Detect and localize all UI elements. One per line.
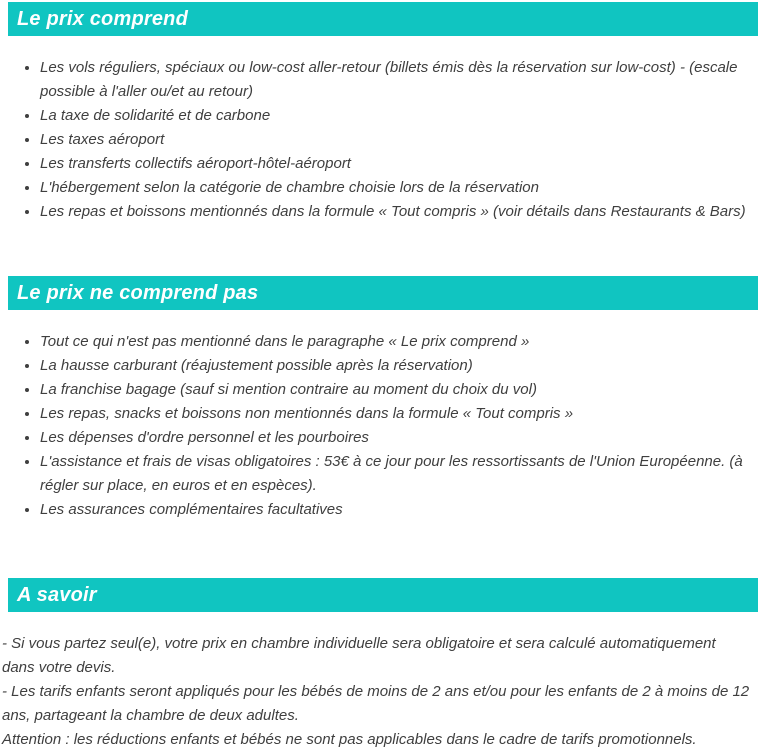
- list-item: • Les transferts collectifs aéroport-hôtel-aéroport: [40, 152, 752, 176]
- price-includes-list: [0, 56, 758, 224]
- section-header-price-excludes: [8, 276, 758, 310]
- note-line: - Si vous partez seul(e), votre prix en chambre individuelle sera obligatoire et sera calculé automatiquement dans votre devis.: [2, 635, 716, 676]
- price-excludes-list: [0, 330, 758, 522]
- list-item: • L'hébergement selon la catégorie de chambre choisie lors de la réservation: [40, 176, 752, 200]
- section-header-price-includes: [8, 2, 758, 36]
- list-item: • Les dépenses d'ordre personnel et les pourboires: [40, 426, 752, 450]
- list-item: • Les taxes aéroport: [40, 128, 752, 152]
- good-to-know-text: [0, 632, 758, 752]
- note-line: Attention : les réductions enfants et bébés ne sont pas applicables dans le cadre de tarifs promotionnels.: [2, 731, 697, 748]
- section-header-good-to-know: [8, 578, 758, 612]
- list-item: • Les repas, snacks et boissons non mentionnés dans la formule « Tout compris »: [40, 402, 752, 426]
- list-item: • Les vols réguliers, spéciaux ou low-cost aller-retour (billets émis dès la réservation sur low-cost) - (escale possible à l'aller ou/et au retour): [40, 56, 752, 104]
- section-title: Le prix comprend: [17, 7, 189, 30]
- section-title: Le prix ne comprend pas: [17, 281, 259, 304]
- note-line: - Les tarifs enfants seront appliqués pour les bébés de moins de 2 ans et/ou pour les enfants de 2 à moins de 12 ans, partageant la chambre de deux adultes.: [2, 683, 750, 724]
- list-item: • Tout ce qui n'est pas mentionné dans le paragraphe « Le prix comprend »: [40, 330, 752, 354]
- list-item: • Les assurances complémentaires facultatives: [40, 498, 752, 522]
- list-item: • La hausse carburant (réajustement possible après la réservation): [40, 354, 752, 378]
- list-item: • L'assistance et frais de visas obligatoires : 53€ à ce jour pour les ressortissants de l'Union Européenne. (à régler sur place, en euros et en espèces).: [40, 450, 752, 498]
- list-item: • La franchise bagage (sauf si mention contraire au moment du choix du vol): [40, 378, 752, 402]
- list-item: • La taxe de solidarité et de carbone: [40, 104, 752, 128]
- list-item: • Les repas et boissons mentionnés dans la formule « Tout compris » (voir détails dans Restaurants & Bars): [40, 200, 752, 224]
- section-title: A savoir: [17, 583, 97, 606]
